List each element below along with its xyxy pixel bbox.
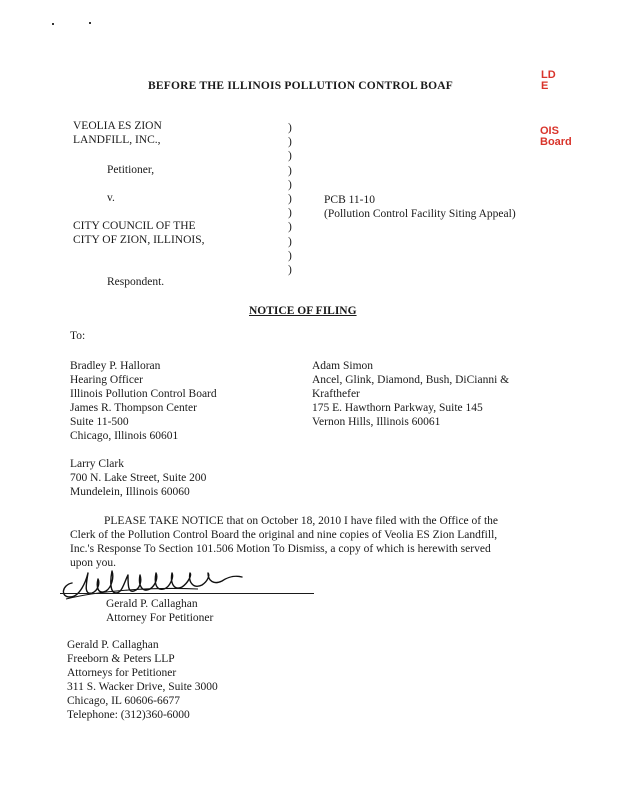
paren: ) (288, 178, 292, 191)
paren: ) (288, 122, 292, 134)
paren: ) (288, 164, 292, 177)
address-line: Gerald P. Callaghan (67, 639, 159, 651)
recipient-halloran (70, 359, 217, 443)
petitioner-role: Petitioner, (107, 164, 155, 176)
caption-parens (288, 121, 292, 277)
address-line: Chicago, Illinois 60601 (70, 430, 179, 443)
to-label: To: (70, 330, 86, 342)
paren: ) (288, 249, 292, 262)
address-line: Freeborn & Peters LLP (67, 653, 175, 666)
address-line: James R. Thompson Center (70, 402, 197, 415)
address-line: Bradley P. Halloran (70, 360, 161, 372)
signature-block (106, 597, 213, 625)
body-line: upon you. (70, 557, 116, 570)
address-line: Ancel, Glink, Diamond, Bush, DiCianni & (312, 374, 510, 387)
address-line: Attorneys for Petitioner (67, 667, 177, 680)
address-line: Krafthefer (312, 388, 360, 401)
stamp-bottom (540, 126, 572, 148)
paren: ) (288, 235, 292, 248)
signer-name: Gerald P. Callaghan (106, 598, 198, 610)
address-line: Chicago, IL 60606-6677 (67, 695, 180, 708)
stamp-letters: LD (541, 69, 556, 81)
scan-speck (52, 23, 54, 25)
case-number: PCB 11-10 (324, 194, 376, 206)
recipient-clark (70, 457, 206, 499)
petitioner-name (73, 119, 162, 147)
stamp-top (541, 70, 556, 92)
paren: ) (288, 207, 292, 220)
paren: ) (288, 150, 292, 163)
address-line: Mundelein, Illinois 60060 (70, 486, 190, 499)
paren: ) (288, 221, 292, 234)
notice-body (70, 514, 498, 570)
stamp-letters: E (541, 80, 549, 92)
address-line: Hearing Officer (70, 374, 143, 387)
recipient-simon (312, 359, 509, 429)
stamp-letters: Board (540, 136, 572, 148)
respondent-role: Respondent. (107, 276, 165, 288)
document-heading: BEFORE THE ILLINOIS POLLUTION CONTROL BOAF (148, 80, 454, 92)
scan-speck (89, 22, 91, 24)
address-line: Illinois Pollution Control Board (70, 388, 217, 401)
address-line: 175 E. Hawthorn Parkway, Suite 145 (312, 402, 483, 415)
body-line: Inc.'s Response To Section 101.506 Motion To Dismiss, a copy of which is herewith served (70, 543, 491, 556)
address-line: Suite 11-500 (70, 416, 129, 429)
address-line: Adam Simon (312, 360, 374, 372)
caption-line: VEOLIA ES ZION (73, 120, 162, 132)
address-line: 311 S. Wacker Drive, Suite 3000 (67, 681, 218, 694)
paren: ) (288, 263, 292, 276)
caption-line: CITY OF ZION, ILLINOIS, (73, 234, 205, 247)
caption-line: CITY COUNCIL OF THE (73, 220, 196, 232)
body-line: Clerk of the Pollution Control Board the original and nine copies of Veolia ES Zion Landfill, (70, 529, 498, 542)
signature-line (60, 593, 314, 594)
caption-line: LANDFILL, INC., (73, 134, 161, 147)
notice-title: NOTICE OF FILING (249, 305, 357, 317)
address-line: 700 N. Lake Street, Suite 200 (70, 472, 207, 485)
address-line: Larry Clark (70, 458, 124, 470)
case-description: (Pollution Control Facility Siting Appeal) (324, 208, 516, 220)
body-line: PLEASE TAKE NOTICE that on October 18, 2010 I have filed with the Office of the (104, 515, 499, 527)
address-line: Vernon Hills, Illinois 60061 (312, 416, 441, 429)
respondent-name (73, 219, 205, 247)
versus: v. (107, 192, 115, 204)
paren: ) (288, 192, 292, 205)
attorney-address (67, 638, 218, 722)
stamp-letters: OIS (540, 125, 559, 137)
paren: ) (288, 136, 292, 149)
signer-title: Attorney For Petitioner (106, 612, 214, 625)
address-line: Telephone: (312)360-6000 (67, 709, 190, 722)
